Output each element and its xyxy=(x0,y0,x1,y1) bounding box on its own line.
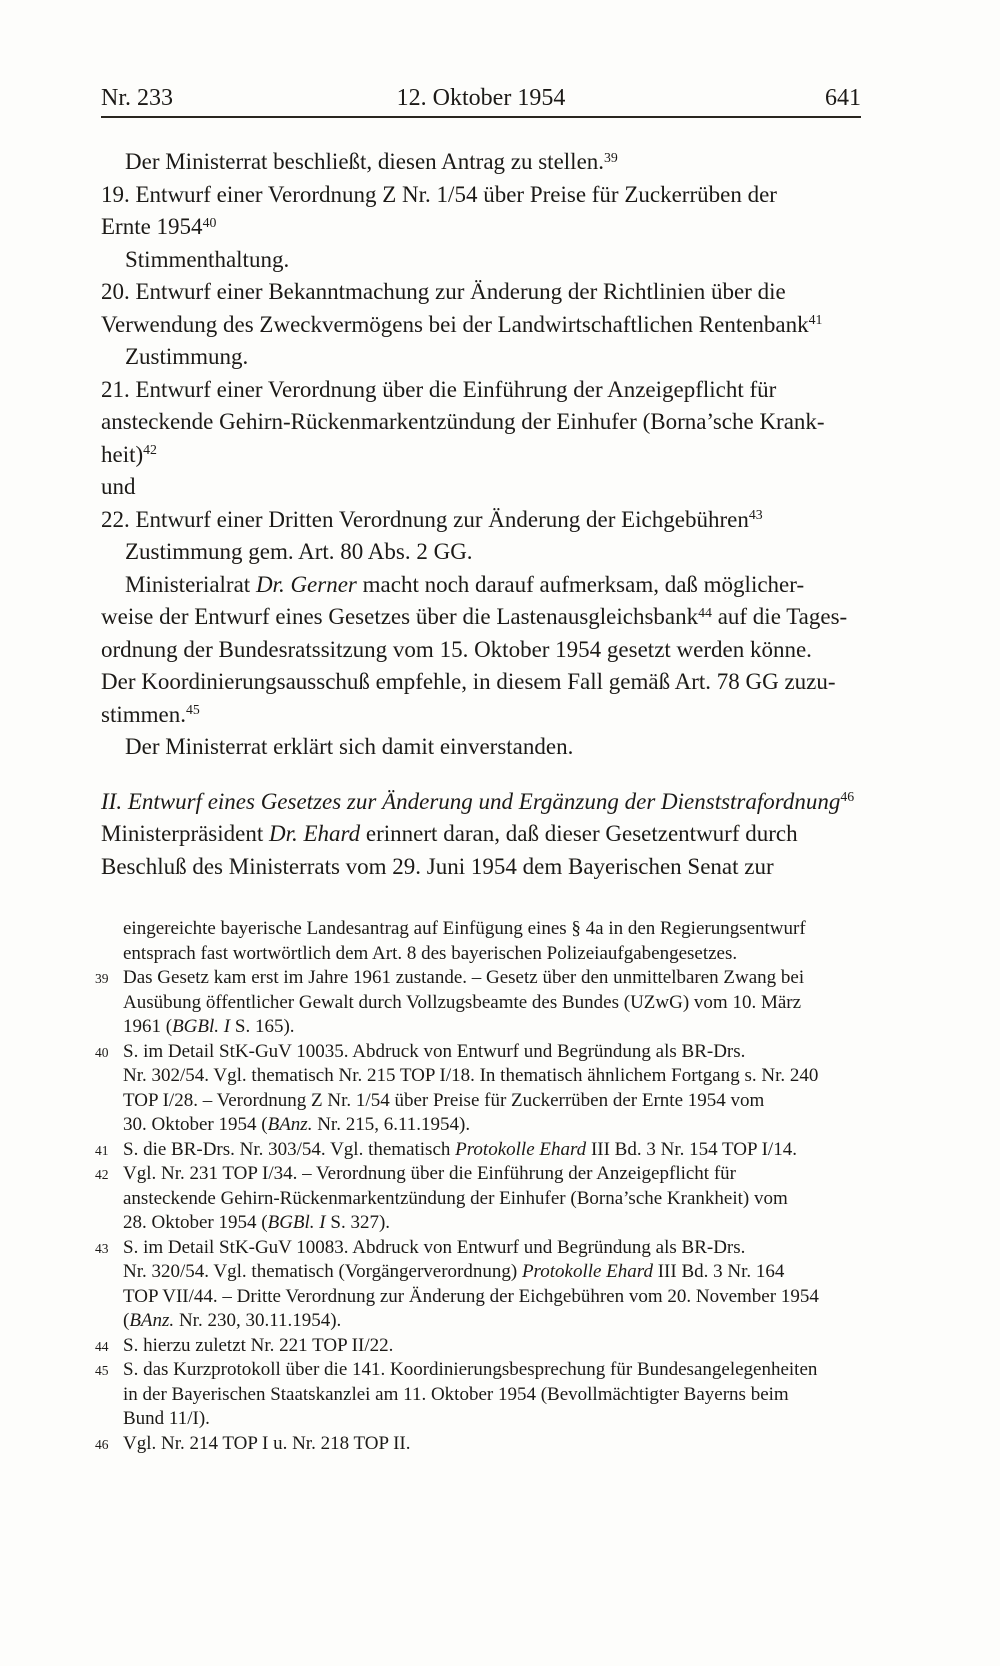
text-line xyxy=(101,146,861,179)
footnote-line xyxy=(123,1236,861,1261)
text-line xyxy=(101,569,861,602)
footnote-number: 44 xyxy=(95,1338,109,1354)
footnote-line xyxy=(123,1211,861,1236)
text-run: Zustimmung gem. Art. 80 Abs. 2 GG. xyxy=(125,539,473,564)
text-line xyxy=(101,504,861,537)
text-line xyxy=(101,699,861,732)
footnote-line xyxy=(123,1040,861,1065)
footnote-marker: 43 xyxy=(748,507,763,523)
text-line xyxy=(101,179,861,212)
text-line xyxy=(101,211,861,244)
text-run: weise der Entwurf eines Gesetzes über die Lastenausgleichsbank xyxy=(101,604,699,629)
text-run: Bund 11/I). xyxy=(123,1408,210,1429)
footnote-marker: 39 xyxy=(604,149,618,165)
text-run: Der Ministerrat beschließt, diesen Antrag zu stellen. xyxy=(125,149,605,174)
footnote-number: 42 xyxy=(95,1167,109,1182)
text-run: stimmen. xyxy=(101,701,186,727)
footnote-line xyxy=(123,942,861,967)
text-run: Der Koordinierungsausschuß empfehle, in diesem Fall gemäß Art. 78 GG zuzu- xyxy=(101,669,836,694)
footnote-line xyxy=(123,1383,861,1408)
text-run: 22. Entwurf einer Dritten Verordnung zur Änderung der Eichgebühren xyxy=(101,506,749,532)
footnote xyxy=(95,1432,861,1457)
text-run: macht noch darauf aufmerksam, daß möglicher- xyxy=(356,571,805,597)
text-run: BGBl. I xyxy=(267,1212,326,1233)
text-run: ordnung der Bundesratssitzung vom 15. Oktober 1954 gesetzt werden könne. xyxy=(101,636,812,662)
text-run: Verwendung des Zweckvermögens bei der Landwirtschaftlichen Rentenbank xyxy=(101,311,809,337)
text-run: Protokolle Ehard xyxy=(455,1138,587,1160)
header-document-number: Nr. 233 xyxy=(101,85,173,111)
text-run: ( xyxy=(123,1310,130,1331)
header-page-number: 641 xyxy=(825,85,861,111)
footnote-line xyxy=(123,1138,861,1163)
footnote-number: 43 xyxy=(95,1240,109,1256)
text-run: III Bd. 3 Nr. 154 TOP I/14. xyxy=(586,1138,797,1160)
text-line xyxy=(101,439,861,472)
text-run: Nr. 230, 30.11.1954). xyxy=(174,1310,342,1331)
footnote-marker: 41 xyxy=(808,312,823,328)
text-run: Zustimmung. xyxy=(125,344,249,369)
footnote-number: 39 xyxy=(95,971,109,986)
text-run: Nr. 302/54. Vgl. thematisch Nr. 215 TOP I/18. In thematisch ähnlichem Fortgang s. Nr. 240 xyxy=(123,1065,819,1086)
text-run: II. Entwurf eines Gesetzes zur Änderung und Ergänzung der Dienststrafordnung xyxy=(101,788,841,814)
text-run: ansteckende Gehirn-Rückenmarkentzündung der Einhufer (Borna’sche Krankheit) vom xyxy=(123,1187,788,1209)
text-line xyxy=(101,309,861,342)
footnotes-section xyxy=(95,917,861,1456)
footnote-number: 40 xyxy=(95,1044,109,1060)
text-run: Nr. 215, 6.11.1954). xyxy=(312,1114,471,1135)
text-line xyxy=(101,536,861,569)
footnote-number: 45 xyxy=(95,1363,109,1378)
text-run: 20. Entwurf einer Bekanntmachung zur Änderung der Richtlinien über die xyxy=(101,279,786,304)
footnote xyxy=(95,1040,861,1138)
text-run: Vgl. Nr. 214 TOP I u. Nr. 218 TOP II. xyxy=(123,1432,411,1454)
text-run: eingereichte bayerische Landesantrag auf Einfügung eines § 4a in den Regierungsentwurf xyxy=(123,918,806,939)
footnote-line xyxy=(123,966,861,991)
text-run: Nr. 320/54. Vgl. thematisch (Vorgängerverordnung) xyxy=(123,1261,522,1282)
text-line xyxy=(101,634,861,667)
footnote-marker: 42 xyxy=(143,442,157,458)
text-run: TOP VII/44. – Dritte Verordnung zur Änderung der Eichgebühren vom 20. November 1954 xyxy=(123,1285,819,1307)
text-run: Dr. Ehard xyxy=(269,821,361,846)
text-run: S. die BR-Drs. Nr. 303/54. Vgl. thematisch xyxy=(123,1138,456,1160)
footnote xyxy=(95,966,861,1040)
footnote-marker: 40 xyxy=(202,214,217,230)
text-line xyxy=(101,244,861,277)
footnote-line xyxy=(123,1187,861,1212)
footnote-line xyxy=(123,1162,861,1187)
header-date: 12. Oktober 1954 xyxy=(396,85,566,111)
footnote-number: 46 xyxy=(95,1436,109,1452)
text-run: Dr. Gerner xyxy=(255,571,357,597)
footnote-line xyxy=(123,1432,861,1457)
text-run: Der Ministerrat erklärt sich damit einverstanden. xyxy=(125,734,574,759)
text-line xyxy=(101,374,861,407)
footnote-line xyxy=(123,1015,861,1040)
text-run: BAnz. xyxy=(129,1310,175,1331)
text-run: BAnz. xyxy=(267,1114,313,1135)
footnote-line xyxy=(123,917,861,942)
page-header xyxy=(101,84,861,118)
text-line xyxy=(101,471,861,504)
footnote-marker: 44 xyxy=(698,604,712,620)
text-run: ansteckende Gehirn-Rückenmarkentzündung der Einhufer (Borna’sche Krank- xyxy=(101,409,825,434)
main-text xyxy=(101,146,861,883)
text-run: S. im Detail StK-GuV 10035. Abdruck von Entwurf und Begründung als BR-Drs. xyxy=(123,1040,746,1062)
footnote-marker: 46 xyxy=(840,789,855,805)
text-run: S. im Detail StK-GuV 10083. Abdruck von Entwurf und Begründung als BR-Drs. xyxy=(123,1236,746,1258)
text-line xyxy=(101,818,861,851)
text-run: in der Bayerischen Staatskanzlei am 11. Oktober 1954 (Bevollmächtigter Bayerns beim xyxy=(123,1383,789,1405)
text-run: Stimmenthaltung. xyxy=(125,246,290,272)
text-run: Vgl. Nr. 231 TOP I/34. – Verordnung über die Einführung der Anzeigepflicht für xyxy=(123,1163,736,1184)
text-run: BGBl. I xyxy=(172,1016,231,1037)
footnote xyxy=(95,1236,861,1334)
text-run: 19. Entwurf einer Verordnung Z Nr. 1/54 über Preise für Zuckerrüben der xyxy=(101,181,777,207)
text-line xyxy=(101,406,861,439)
text-line xyxy=(101,666,861,699)
text-run: 28. Oktober 1954 ( xyxy=(123,1212,268,1233)
footnote xyxy=(95,1358,861,1432)
text-run: Protokolle Ehard xyxy=(521,1261,653,1282)
footnote-line xyxy=(123,1407,861,1432)
text-line xyxy=(101,341,861,374)
text-run: auf die Tages- xyxy=(711,604,848,629)
text-run: Ernte 1954 xyxy=(101,214,203,239)
text-run: S. das Kurzprotokoll über die 141. Koordinierungsbesprechung für Bundesangelegenheiten xyxy=(123,1359,818,1380)
section-heading xyxy=(101,786,861,819)
footnote-line xyxy=(123,1285,861,1310)
text-run: erinnert daran, daß dieser Gesetzentwurf durch xyxy=(360,821,798,846)
text-run: TOP I/28. – Verordnung Z Nr. 1/54 über Preise für Zuckerrüben der Ernte 1954 vom xyxy=(123,1089,765,1111)
footnote-continuation xyxy=(101,917,861,966)
footnote-line xyxy=(123,1113,861,1138)
text-run: Beschluß des Ministerrats vom 29. Juni 1954 dem Bayerischen Senat zur xyxy=(101,853,774,879)
text-run: Ministerpräsident xyxy=(101,821,269,846)
text-run: heit) xyxy=(101,441,144,467)
footnote-line xyxy=(123,1309,861,1334)
text-run: S. hierzu zuletzt Nr. 221 TOP II/22. xyxy=(123,1334,394,1356)
text-line xyxy=(101,601,861,634)
footnote-line xyxy=(123,1064,861,1089)
text-column xyxy=(95,84,861,1456)
text-run: Das Gesetz kam erst im Jahre 1961 zustande. – Gesetz über den unmittelbaren Zwang bei xyxy=(123,967,805,988)
text-run: 1961 ( xyxy=(123,1016,173,1037)
text-run: Ausübung öffentlicher Gewalt durch Vollzugsbeamte des Bundes (UZwG) vom 10. März xyxy=(123,991,802,1013)
text-line xyxy=(101,276,861,309)
text-run: Ministerialrat xyxy=(125,571,256,597)
footnote-line xyxy=(123,991,861,1016)
text-run: S. 327). xyxy=(325,1212,391,1233)
text-run: 30. Oktober 1954 ( xyxy=(123,1114,268,1135)
footnote xyxy=(95,1138,861,1163)
text-run: 21. Entwurf einer Verordnung über die Einführung der Anzeigepflicht für xyxy=(101,376,777,402)
text-run: III Bd. 3 Nr. 164 xyxy=(652,1261,785,1282)
footnote-marker: 45 xyxy=(185,702,200,718)
footnote-line xyxy=(123,1334,861,1359)
footnote xyxy=(95,1162,861,1236)
text-line xyxy=(101,851,861,884)
footnote xyxy=(95,1334,861,1359)
text-line xyxy=(101,731,861,764)
text-run: entsprach fast wortwörtlich dem Art. 8 des bayerischen Polizeiaufgabengesetzes. xyxy=(123,942,738,964)
footnote-number: 41 xyxy=(95,1142,109,1158)
footnote-line xyxy=(123,1358,861,1383)
text-run: und xyxy=(101,474,136,499)
footnote-line xyxy=(123,1089,861,1114)
text-run: S. 165). xyxy=(230,1016,295,1037)
footnote-line xyxy=(123,1260,861,1285)
